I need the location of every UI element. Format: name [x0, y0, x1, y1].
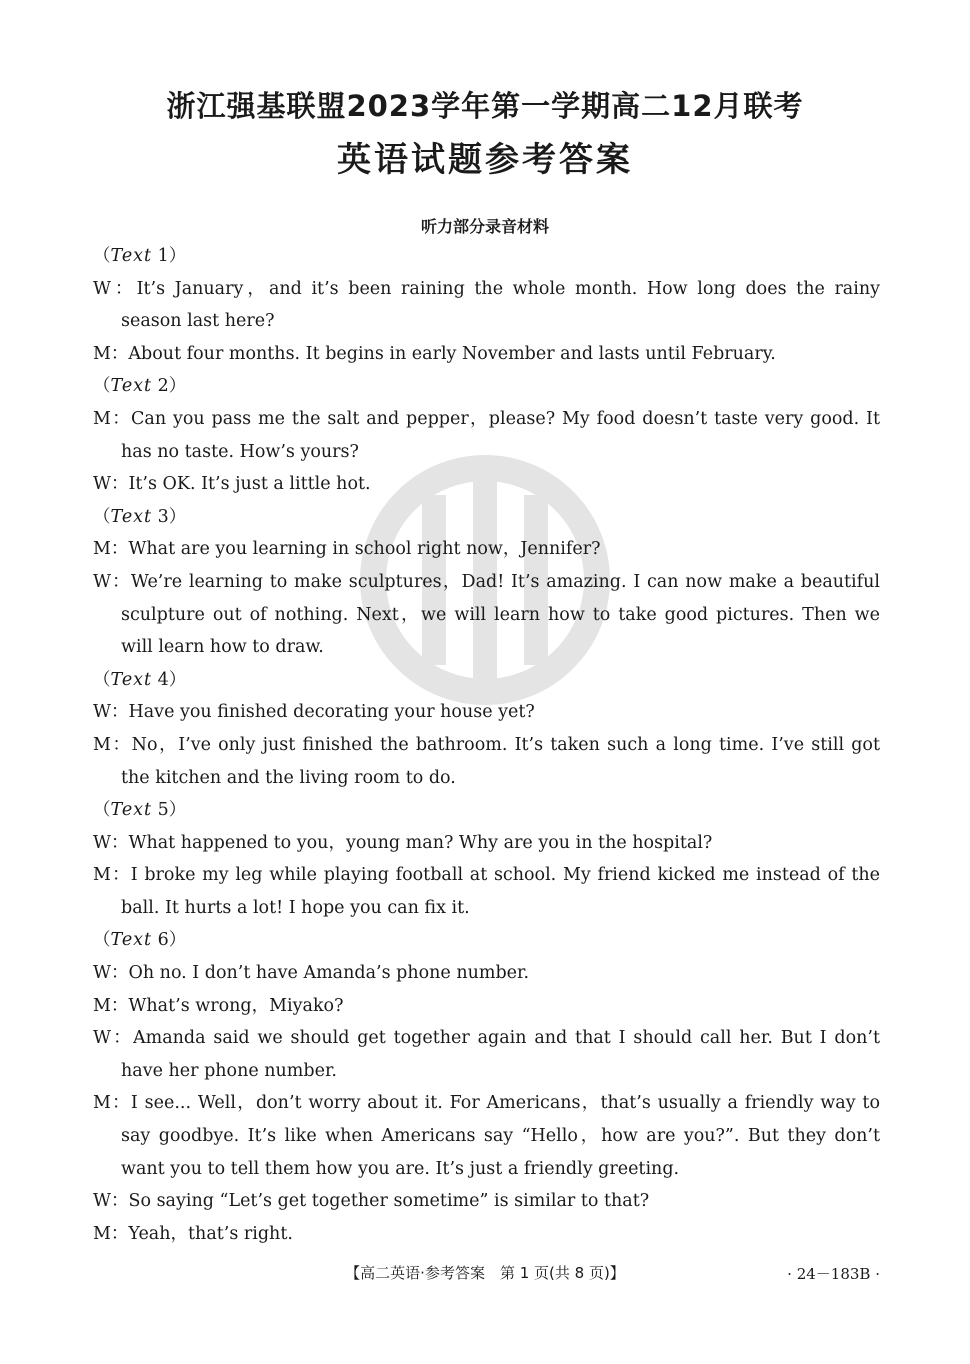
text-label: （Text 3）	[93, 506, 187, 527]
text-label: （Text 1）	[93, 246, 187, 266]
dialogue-line: W：It’s January，and it’s been raining the whole month. How long does the rainy season last here?	[93, 278, 880, 332]
text-2	[93, 370, 880, 500]
dialogue-line: M：What are you learning in school right now，Jennifer?	[93, 539, 601, 560]
dialogue-line: W：We’re learning to make sculptures，Dad! It’s amazing. I can now make a beautiful sculpture out of nothing. Next，we will learn how to take good pictures. Then we will learn how to draw.	[93, 571, 880, 658]
footer-page-info: 【高二英语·参考答案 第 1 页(共 8 页)】	[345, 1264, 625, 1282]
text-3	[93, 501, 880, 664]
dialogue-line: M：I see... Well，don’t worry about it. For Americans，that’s usually a friendly way to say goodbye. It’s like when Americans say “Hello，how are you?”. But they don’t want you to tell them how you are. It’s just a friendly greeting.	[93, 1093, 880, 1179]
text-6	[93, 924, 880, 1250]
document-title: 浙江强基联盟2023学年第一学期高二12月联考	[166, 89, 804, 123]
text-label: （Text 2）	[93, 376, 187, 397]
section-title: 听力部分录音材料	[420, 217, 549, 236]
dialogue-line: W：Oh no. I don’t have Amanda’s phone number.	[93, 963, 530, 984]
dialogue-line: M：What’s wrong，Miyako?	[93, 995, 344, 1016]
dialogue-line: W：So saying “Let’s get together sometime” is similar to that?	[93, 1191, 650, 1212]
dialogue-line: M：Can you pass me the salt and pepper，please? My food doesn’t taste very good. It has no taste. How’s yours?	[93, 408, 880, 462]
text-1	[93, 240, 880, 370]
dialogue-line: W：What happened to you，young man? Why are you in the hospital?	[93, 832, 713, 853]
text-label: （Text 4）	[93, 669, 187, 690]
footer-code: · 24－183B ·	[787, 1265, 880, 1283]
document-subtitle: 英语试题参考答案	[337, 140, 633, 180]
text-5	[93, 794, 880, 924]
dialogue-line: M：Yeah，that’s right.	[93, 1223, 293, 1244]
text-4	[93, 664, 880, 794]
dialogue-line: W：It’s OK. It’s just a little hot.	[93, 474, 371, 495]
text-label: （Text 5）	[93, 800, 187, 821]
dialogue-line: M：I broke my leg while playing football at school. My friend kicked me instead of the ball. It hurts a lot! I hope you can fix it.	[93, 865, 880, 918]
dialogue-line: M：No，I’ve only just finished the bathroom. It’s taken such a long time. I’ve still got the kitchen and the living room to do.	[93, 734, 880, 788]
dialogue-line: M：About four months. It begins in early November and lasts until February.	[93, 343, 776, 364]
dialogue-line: W：Amanda said we should get together again and that I should call her. But I don’t have her phone number.	[93, 1028, 880, 1081]
transcript-body	[93, 240, 880, 1250]
text-label: （Text 6）	[93, 930, 187, 951]
page-footer	[0, 1262, 970, 1286]
dialogue-line: W：Have you finished decorating your house yet?	[93, 702, 535, 723]
